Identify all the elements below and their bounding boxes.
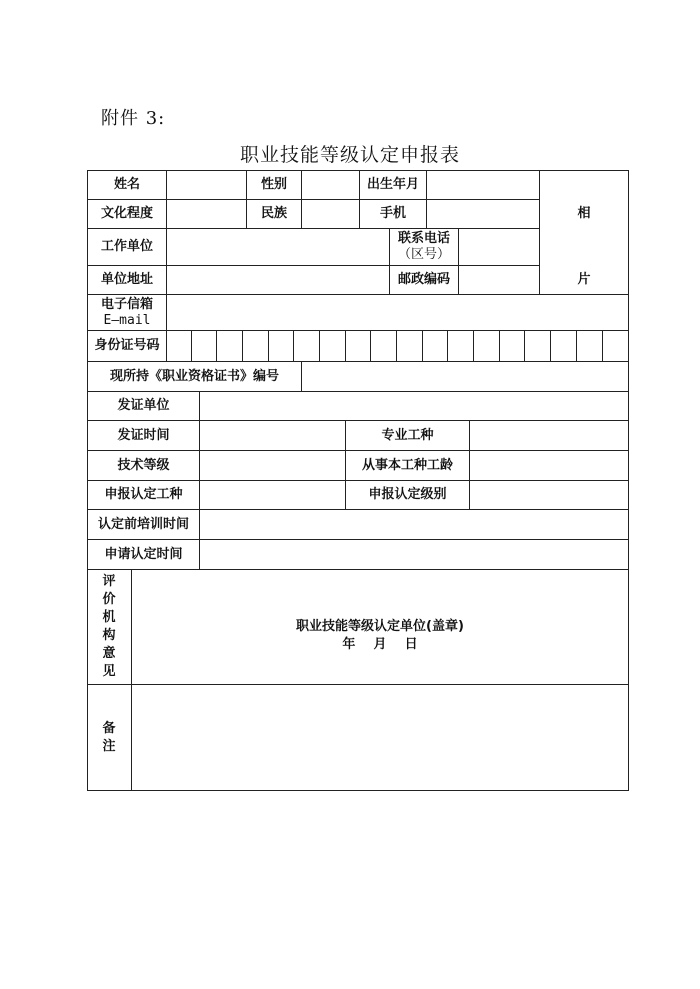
label-apply-level: 申报认定级别 bbox=[368, 487, 447, 502]
apply-level-field[interactable] bbox=[470, 481, 628, 509]
id-number-field[interactable] bbox=[167, 331, 628, 361]
phone-field[interactable] bbox=[459, 229, 539, 265]
training-time-field[interactable] bbox=[200, 510, 628, 539]
label-phone-line1: 联系电话 bbox=[397, 231, 450, 246]
label-phone-line2: （区号） bbox=[397, 247, 450, 262]
employer-field[interactable] bbox=[167, 229, 389, 265]
label-apply-type: 申报认定工种 bbox=[104, 487, 183, 502]
label-tech-level: 技术等级 bbox=[117, 457, 170, 473]
label-work-years: 从事本工种工龄 bbox=[361, 457, 453, 473]
label-issue-date: 发证时间 bbox=[117, 427, 170, 443]
issuer-field[interactable] bbox=[200, 392, 628, 420]
label-employer: 工作单位 bbox=[100, 239, 153, 254]
label-email-line1: 电子信箱 bbox=[100, 296, 153, 312]
education-field[interactable] bbox=[167, 200, 246, 228]
label-phone bbox=[390, 229, 458, 265]
form-title: 职业技能等级认定申报表 bbox=[239, 144, 460, 166]
photo-label-bottom: 片 bbox=[577, 272, 591, 287]
label-postcode: 邮政编码 bbox=[397, 272, 450, 287]
photo-label-top: 相 bbox=[577, 206, 591, 221]
evaluation-stamp-text: 职业技能等级认定单位(盖章) bbox=[296, 619, 464, 634]
label-cert-number: 现所持《职业资格证书》编号 bbox=[109, 368, 279, 384]
label-name: 姓名 bbox=[113, 177, 140, 192]
label-education: 文化程度 bbox=[100, 206, 153, 221]
label-ethnicity: 民族 bbox=[260, 206, 287, 221]
tech-level-field[interactable] bbox=[200, 451, 345, 480]
label-mobile: 手机 bbox=[379, 206, 406, 221]
email-field[interactable] bbox=[167, 295, 628, 330]
issue-date-field[interactable] bbox=[200, 421, 345, 450]
evaluation-date-text: 年 月 日 bbox=[342, 637, 418, 652]
specialty-field[interactable] bbox=[470, 421, 628, 450]
label-email-line2: E—mail bbox=[103, 312, 151, 328]
ethnicity-field[interactable] bbox=[302, 200, 359, 228]
photo-box[interactable] bbox=[540, 171, 628, 294]
label-issuer: 发证单位 bbox=[117, 398, 170, 413]
cert-number-field[interactable] bbox=[302, 362, 628, 391]
label-remarks: 备注 bbox=[102, 721, 116, 754]
label-evaluation: 评价机构意见 bbox=[102, 574, 116, 679]
remarks-field[interactable] bbox=[132, 685, 628, 790]
label-id-number: 身份证号码 bbox=[94, 338, 160, 353]
label-specialty: 专业工种 bbox=[381, 427, 434, 443]
name-field[interactable] bbox=[167, 171, 246, 199]
label-birth: 出生年月 bbox=[366, 177, 419, 192]
label-training-time: 认定前培训时间 bbox=[97, 516, 189, 532]
label-gender: 性别 bbox=[260, 177, 287, 192]
gender-field[interactable] bbox=[302, 171, 359, 199]
address-field[interactable] bbox=[167, 266, 389, 294]
label-email bbox=[88, 295, 166, 330]
apply-time-field[interactable] bbox=[200, 540, 628, 569]
birth-field[interactable] bbox=[427, 171, 539, 199]
apply-type-field[interactable] bbox=[200, 481, 345, 509]
postcode-field[interactable] bbox=[459, 266, 539, 294]
label-address: 单位地址 bbox=[100, 272, 153, 287]
attachment-label: 附件 3: bbox=[101, 108, 166, 129]
work-years-field[interactable] bbox=[470, 451, 628, 480]
label-apply-time: 申请认定时间 bbox=[104, 546, 183, 562]
mobile-field[interactable] bbox=[427, 200, 539, 228]
